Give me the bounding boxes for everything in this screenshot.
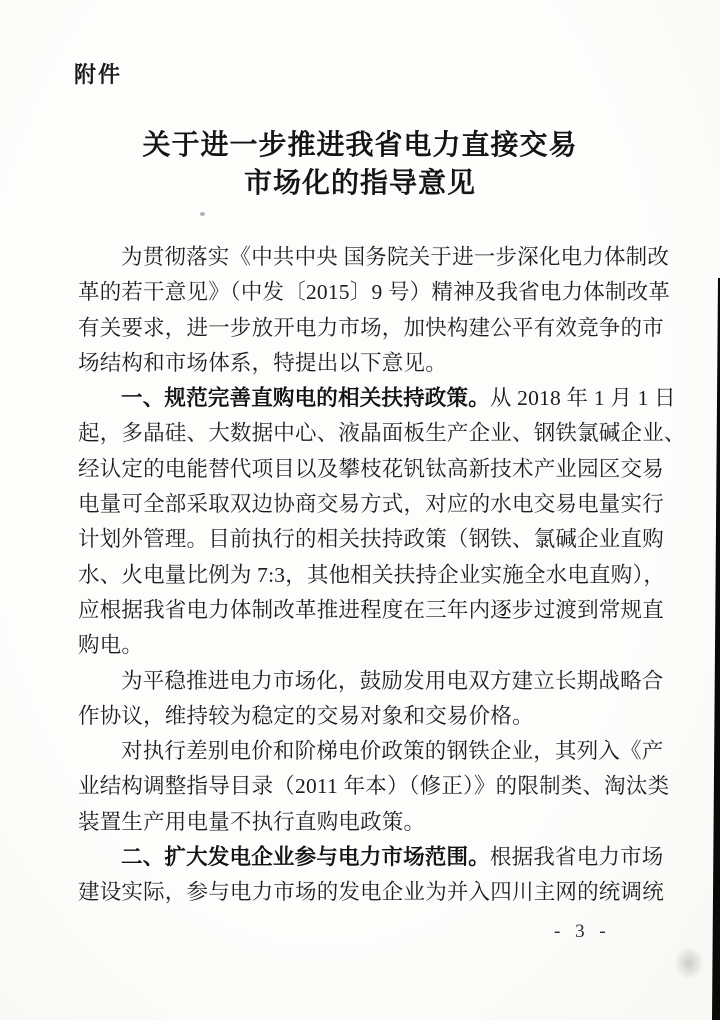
body-line: 作协议，维持较为稳定的交易对象和交易价格。 [78, 703, 534, 728]
body-line: 装置生产用电量不执行直购电政策。 [78, 809, 426, 834]
body-line: 购电。 [78, 633, 144, 658]
document-title-line-2: 市场化的指导意见 [243, 168, 476, 199]
scan-artifact-right-edge [712, 278, 720, 1020]
body-line: 为贯彻落实《中共中央 国务院关于进一步深化电力体制改 [121, 245, 670, 269]
body-line: 场结构和市场体系，特提出以下意见。 [78, 350, 447, 375]
body-line: 应根据我省电力体制改革推进程度在三年内逐步过渡到常规直 [78, 597, 664, 622]
section-heading-lead: 一、规范完善直购电的相关扶持政策。 [121, 386, 490, 411]
body-line: 建设实际，参与电力市场的发电企业为并入四川主网的统调统 [78, 880, 664, 905]
body-line: 水、火电量比例为 7:3，其他相关扶持企业实施全水电直购）， [78, 562, 666, 587]
section-heading-lead: 二、扩大发电企业参与电力市场范围。 [121, 845, 490, 870]
body-line: 电量可全部采取双边协商交易方式，对应的水电交易电量实行 [78, 492, 664, 517]
document-title-line-1: 关于进一步推进我省电力直接交易 [142, 130, 578, 161]
attachment-label: 附件 [74, 62, 123, 87]
body-line: 二、扩大发电企业参与电力市场范围。根据我省电力市场 [121, 845, 664, 870]
body-line: 计划外管理。目前执行的相关扶持政策（钢铁、氯碱企业直购 [78, 527, 664, 552]
body-line: 有关要求，进一步放开电力市场，加快构建公平有效竞争的市 [78, 315, 664, 340]
document-body [78, 240, 686, 911]
body-line: 经认定的电能替代项目以及攀枝花钒钛高新技术产业园区交易 [78, 456, 664, 481]
body-line: 起，多晶硅、大数据中心、液晶面板生产企业、钢铁氯碱企业、 [78, 421, 686, 446]
scan-artifact-speck [200, 212, 205, 216]
document-title [25, 127, 695, 203]
body-line: 对执行差别电价和阶梯电价政策的钢铁企业，其列入《产 [121, 739, 664, 764]
body-line: 业结构调整指导目录（2011 年本）（修正）》的限制类、淘汰类 [78, 774, 670, 799]
body-line: 革的若干意见》（中发〔2015〕9 号）精神及我省电力体制改革 [78, 280, 671, 305]
body-line: 为平稳推进电力市场化，鼓励发用电双方建立长期战略合 [121, 668, 664, 693]
body-line: 一、规范完善直购电的相关扶持政策。从 2018 年 1 月 1 日 [121, 386, 676, 411]
page-number: - 3 - [554, 921, 611, 942]
scan-artifact-smudge [674, 946, 704, 980]
